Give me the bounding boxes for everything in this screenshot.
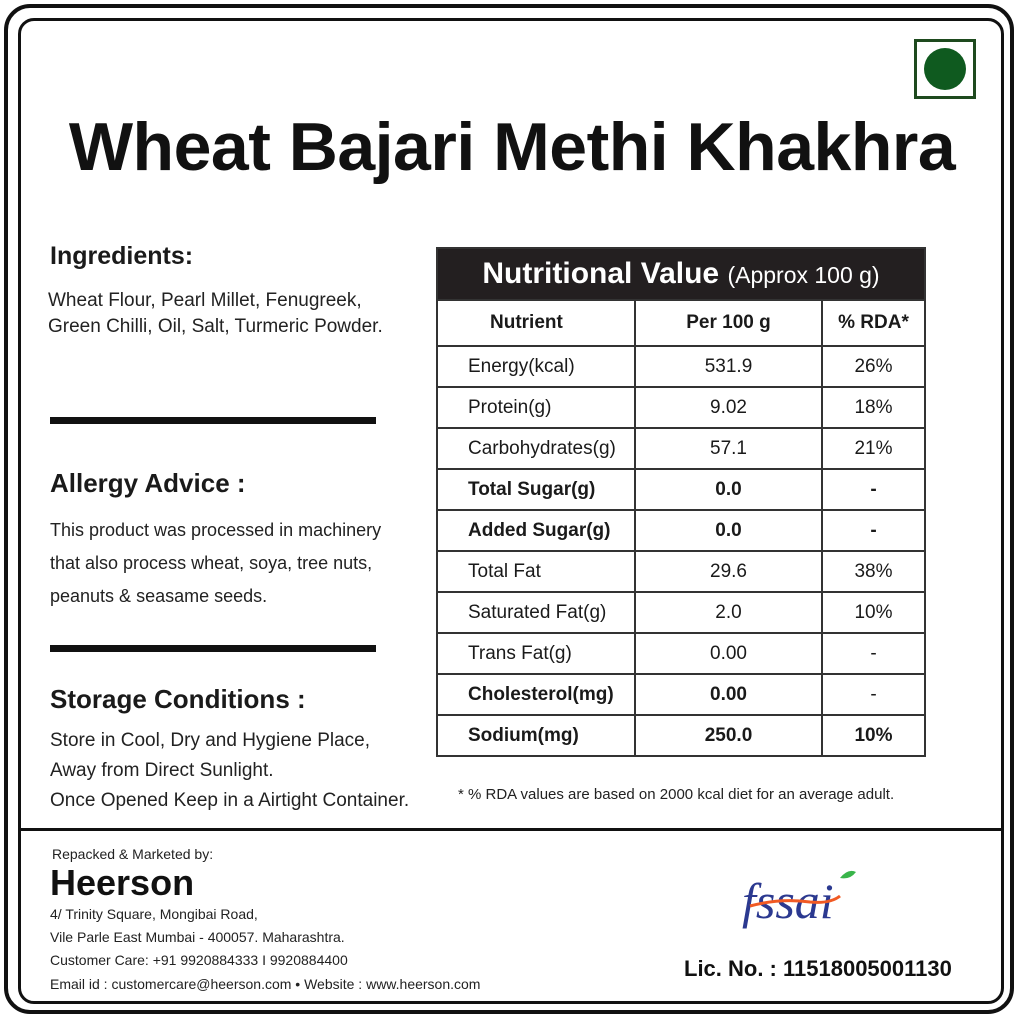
divider [50,645,376,652]
nutrition-table-title-row [437,248,925,300]
nutrient-name: Added Sugar(g) [437,510,635,551]
allergy-heading: Allergy Advice : [50,468,246,498]
storage-heading: Storage Conditions : [50,684,306,714]
ingredients-line: Green Chilli, Oil, Salt, Turmeric Powder. [48,316,383,337]
ingredients-text [48,288,383,340]
address-line-1: 4/ Trinity Square, Mongibai Road, [50,906,258,922]
storage-text [50,726,409,816]
ingredients-heading: Ingredients: [50,242,194,270]
column-header-per100g: Per 100 g [635,300,822,346]
nutrition-subtitle: (Approx 100 g) [727,262,880,288]
table-row [437,674,925,715]
nutrient-rda: - [822,510,925,551]
nutrient-name: Energy(kcal) [437,346,635,387]
table-row [437,633,925,674]
footer-divider [18,828,1004,831]
storage-line: Away from Direct Sunlight. [50,760,274,781]
nutrient-value: 0.00 [635,674,822,715]
nutrient-name: Total Fat [437,551,635,592]
license-number: Lic. No. : 11518005001130 [684,956,952,981]
table-row [437,428,925,469]
nutrient-value: 531.9 [635,346,822,387]
rda-footnote: * % RDA values are based on 2000 kcal diet for an average adult. [458,786,895,803]
veg-dot [924,48,966,90]
brand-name: Heerson [50,862,195,903]
nutrient-name: Cholesterol(mg) [437,674,635,715]
table-row [437,510,925,551]
storage-line: Store in Cool, Dry and Hygiene Place, [50,730,370,751]
nutrient-value: 0.0 [635,469,822,510]
nutrient-rda: 18% [822,387,925,428]
allergy-line: This product was processed in machinery [50,520,382,540]
nutrient-value: 2.0 [635,592,822,633]
nutrient-value: 9.02 [635,387,822,428]
allergy-line: that also process wheat, soya, tree nuts, [50,553,373,573]
table-row [437,551,925,592]
nutrient-name: Carbohydrates(g) [437,428,635,469]
nutrient-rda: - [822,633,925,674]
nutrient-value: 250.0 [635,715,822,756]
column-header-rda: % RDA* [822,300,925,346]
nutrient-value: 0.00 [635,633,822,674]
table-row [437,592,925,633]
product-title: Wheat Bajari Methi Khakhra [68,109,956,185]
nutrient-rda: - [822,674,925,715]
table-row [437,387,925,428]
nutrient-name: Protein(g) [437,387,635,428]
table-row [437,469,925,510]
nutrient-rda: 21% [822,428,925,469]
column-header-nutrient: Nutrient [437,300,635,346]
nutrient-rda: 10% [822,715,925,756]
table-row [437,715,925,756]
address-line-2: Vile Parle East Mumbai - 400057. Maharashtra. [50,929,345,945]
nutrient-name: Trans Fat(g) [437,633,635,674]
nutrient-rda: - [822,469,925,510]
nutrient-name: Sodium(mg) [437,715,635,756]
nutrient-value: 29.6 [635,551,822,592]
veg-symbol-icon [914,39,976,99]
table-row [437,346,925,387]
nutrient-rda: 38% [822,551,925,592]
divider [50,417,376,424]
allergy-text [50,514,381,613]
nutrient-value: 0.0 [635,510,822,551]
nutrient-value: 57.1 [635,428,822,469]
ingredients-line: Wheat Flour, Pearl Millet, Fenugreek, [48,290,362,311]
nutrient-rda: 10% [822,592,925,633]
customer-care: Customer Care: +91 9920884333 I 9920884400 [50,952,348,968]
nutrient-name: Saturated Fat(g) [437,592,635,633]
nutrition-title-cell [437,248,925,300]
allergy-line: peanuts & seasame seeds. [50,586,268,606]
fssai-logo-icon [740,862,860,932]
nutrition-title: Nutritional Value [482,257,720,290]
fssai-logo-text: fssai [742,873,834,929]
nutrition-header-row [437,300,925,346]
nutrient-name: Total Sugar(g) [437,469,635,510]
nutrient-rda: 26% [822,346,925,387]
marketer-label: Repacked & Marketed by: [52,846,214,862]
fssai-leaf [840,871,856,879]
contact-line: Email id : customercare@heerson.com • Website : www.heerson.com [50,976,481,992]
nutrition-table [436,247,926,757]
storage-line: Once Opened Keep in a Airtight Container. [50,790,410,811]
